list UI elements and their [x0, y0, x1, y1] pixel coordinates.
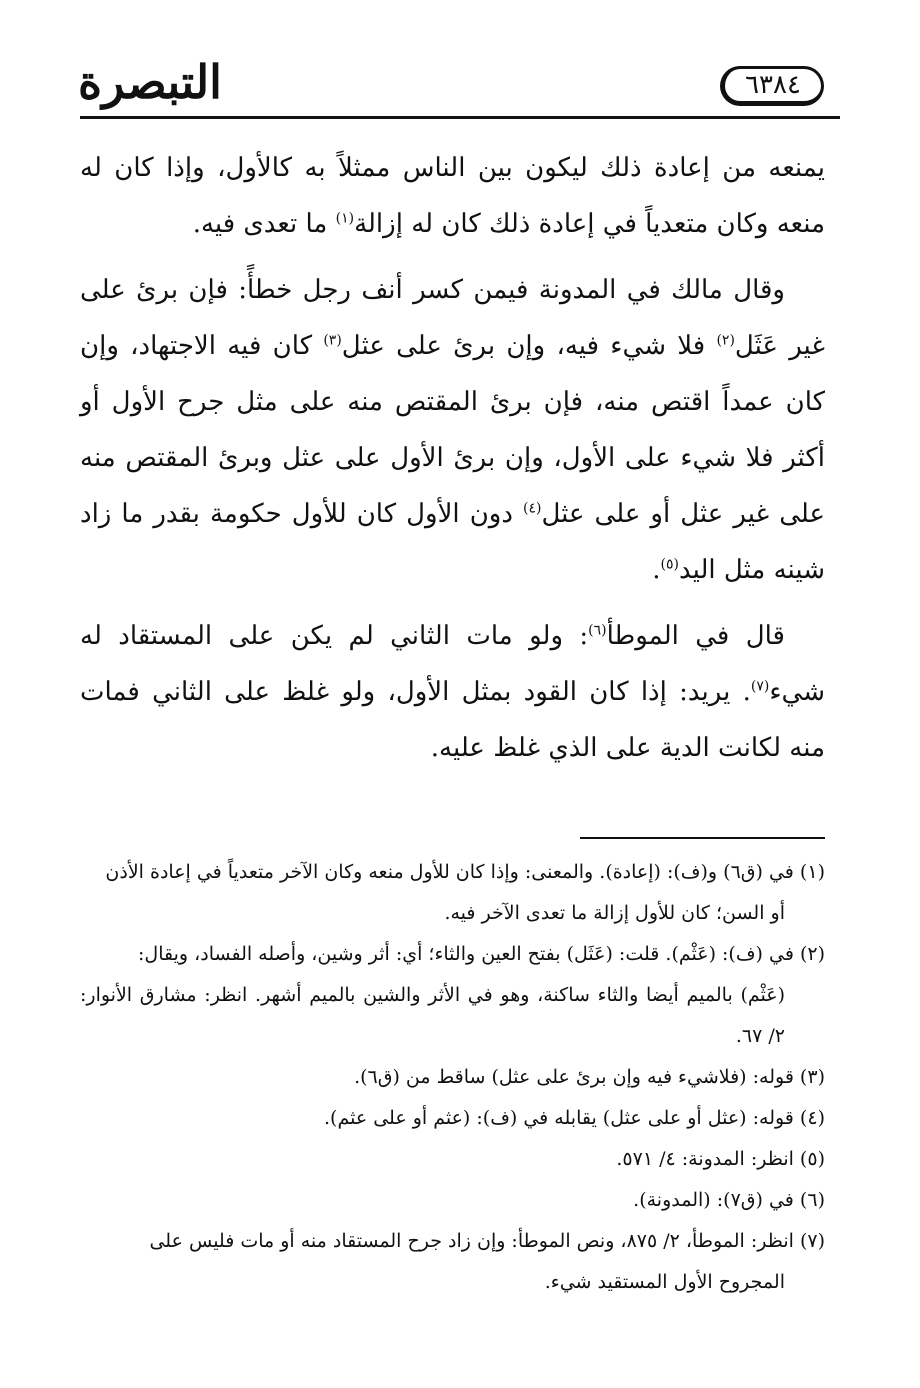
footnote-continuation: (عَثْم) بالميم أيضا والثاء ساكنة، وهو في الأثر والشين بالميم أشهر. انظر: مشارق الأنوار: ٢/ ٦٧. — [80, 984, 785, 1047]
header-rule — [80, 116, 840, 119]
footnote — [80, 1139, 825, 1180]
paragraph — [80, 262, 825, 598]
text-segment: كان فيه الاجتهاد، وإن كان عمداً اقتص منه، فإن برئ المقتص منه على مثل جرح الأول أو أكثر فلا شيء على الأول، وإن برئ الأول على عثل وبرئ المقتص منه على غير عثل أو على عثل — [80, 331, 825, 529]
footnote-text: (١) في (ق٦) و(ف): (إعادة). والمعنى: وإذا كان للأول منعه وكان الآخر متعدياً في إعادة الأذن — [105, 861, 825, 883]
footnote-text: (٣) قوله: (فلاشيء فيه وإن برئ على عثل) ساقط من (ق٦). — [354, 1066, 825, 1088]
page-number: ٦٣٨٤ — [745, 70, 801, 100]
footnote-text: (٤) قوله: (عثل أو على عثل) يقابله في (ف): (عثم أو على عثم). — [324, 1107, 825, 1129]
footnote-text: (٥) انظر: المدونة: ٤/ ٥٧١. — [616, 1148, 825, 1170]
footnote-ref[interactable]: (٦) — [588, 622, 607, 639]
footnote — [80, 1180, 825, 1221]
footnote-ref[interactable]: (٥) — [660, 556, 679, 573]
footnote-text: (٢) في (ف): (عَثْم). قلت: (عَثَل) بفتح العين والثاء؛ أي: أثر وشين، وأصله الفساد، ويقال: — [138, 943, 825, 965]
text-segment: : ولو مات الثاني لم يكن على المستقاد له شيء — [80, 621, 825, 707]
footnote — [80, 1057, 825, 1098]
text-segment: يمنعه من إعادة ذلك ليكون بين الناس ممثلاً به كالأول، وإذا كان له منعه وكان متعدياً في إعادة ذلك كان له إزالة — [80, 153, 825, 239]
footnote-text: (٧) انظر: الموطأ، ٢/ ٨٧٥، ونص الموطأ: وإن زاد جرح المستقاد منه أو مات فليس على — [149, 1230, 825, 1252]
page-number-badge — [720, 66, 824, 106]
text-segment: . — [652, 555, 661, 585]
footnote-ref[interactable]: (٧) — [750, 678, 770, 695]
paragraph — [80, 140, 825, 252]
text-segment: وقال مالك في المدونة فيمن كسر أنف رجل خطأً: فإن برئ على غير عَثَل — [80, 275, 825, 361]
footnote-ref[interactable]: (١) — [335, 210, 355, 227]
text-segment: ما تعدى فيه. — [192, 209, 336, 239]
book-title: التبصرة — [78, 55, 222, 109]
page-header — [70, 52, 840, 132]
footnote-continuation: أو السن؛ كان للأول إزالة ما تعدى الآخر فيه. — [444, 902, 785, 924]
footnote — [80, 1221, 825, 1303]
text-segment: . يريد: إذا كان القود بمثل الأول، ولو غلظ على الثاني فمات منه لكانت الدية على الذي غلظ عليه. — [80, 677, 825, 763]
main-text — [80, 140, 825, 786]
footnote-separator — [580, 837, 825, 839]
footnote-ref[interactable]: (٤) — [522, 500, 542, 517]
footnote — [80, 1098, 825, 1139]
text-segment: قال في الموطأ — [606, 621, 785, 651]
footnote-ref[interactable]: (٢) — [716, 332, 735, 349]
text-segment: فلا شيء فيه، وإن برئ على عثل — [341, 331, 717, 361]
footnote — [80, 934, 825, 1057]
text-segment: دون الأول كان للأول حكومة بقدر ما زاد شينه مثل اليد — [80, 499, 825, 585]
footnote-ref[interactable]: (٣) — [323, 332, 342, 349]
paragraph — [80, 608, 825, 776]
footnotes — [80, 852, 825, 1303]
footnote — [80, 852, 825, 934]
footnote-continuation: المجروح الأول المستقيد شيء. — [544, 1271, 785, 1293]
footnote-text: (٦) في (ق٧): (المدونة). — [633, 1189, 825, 1211]
